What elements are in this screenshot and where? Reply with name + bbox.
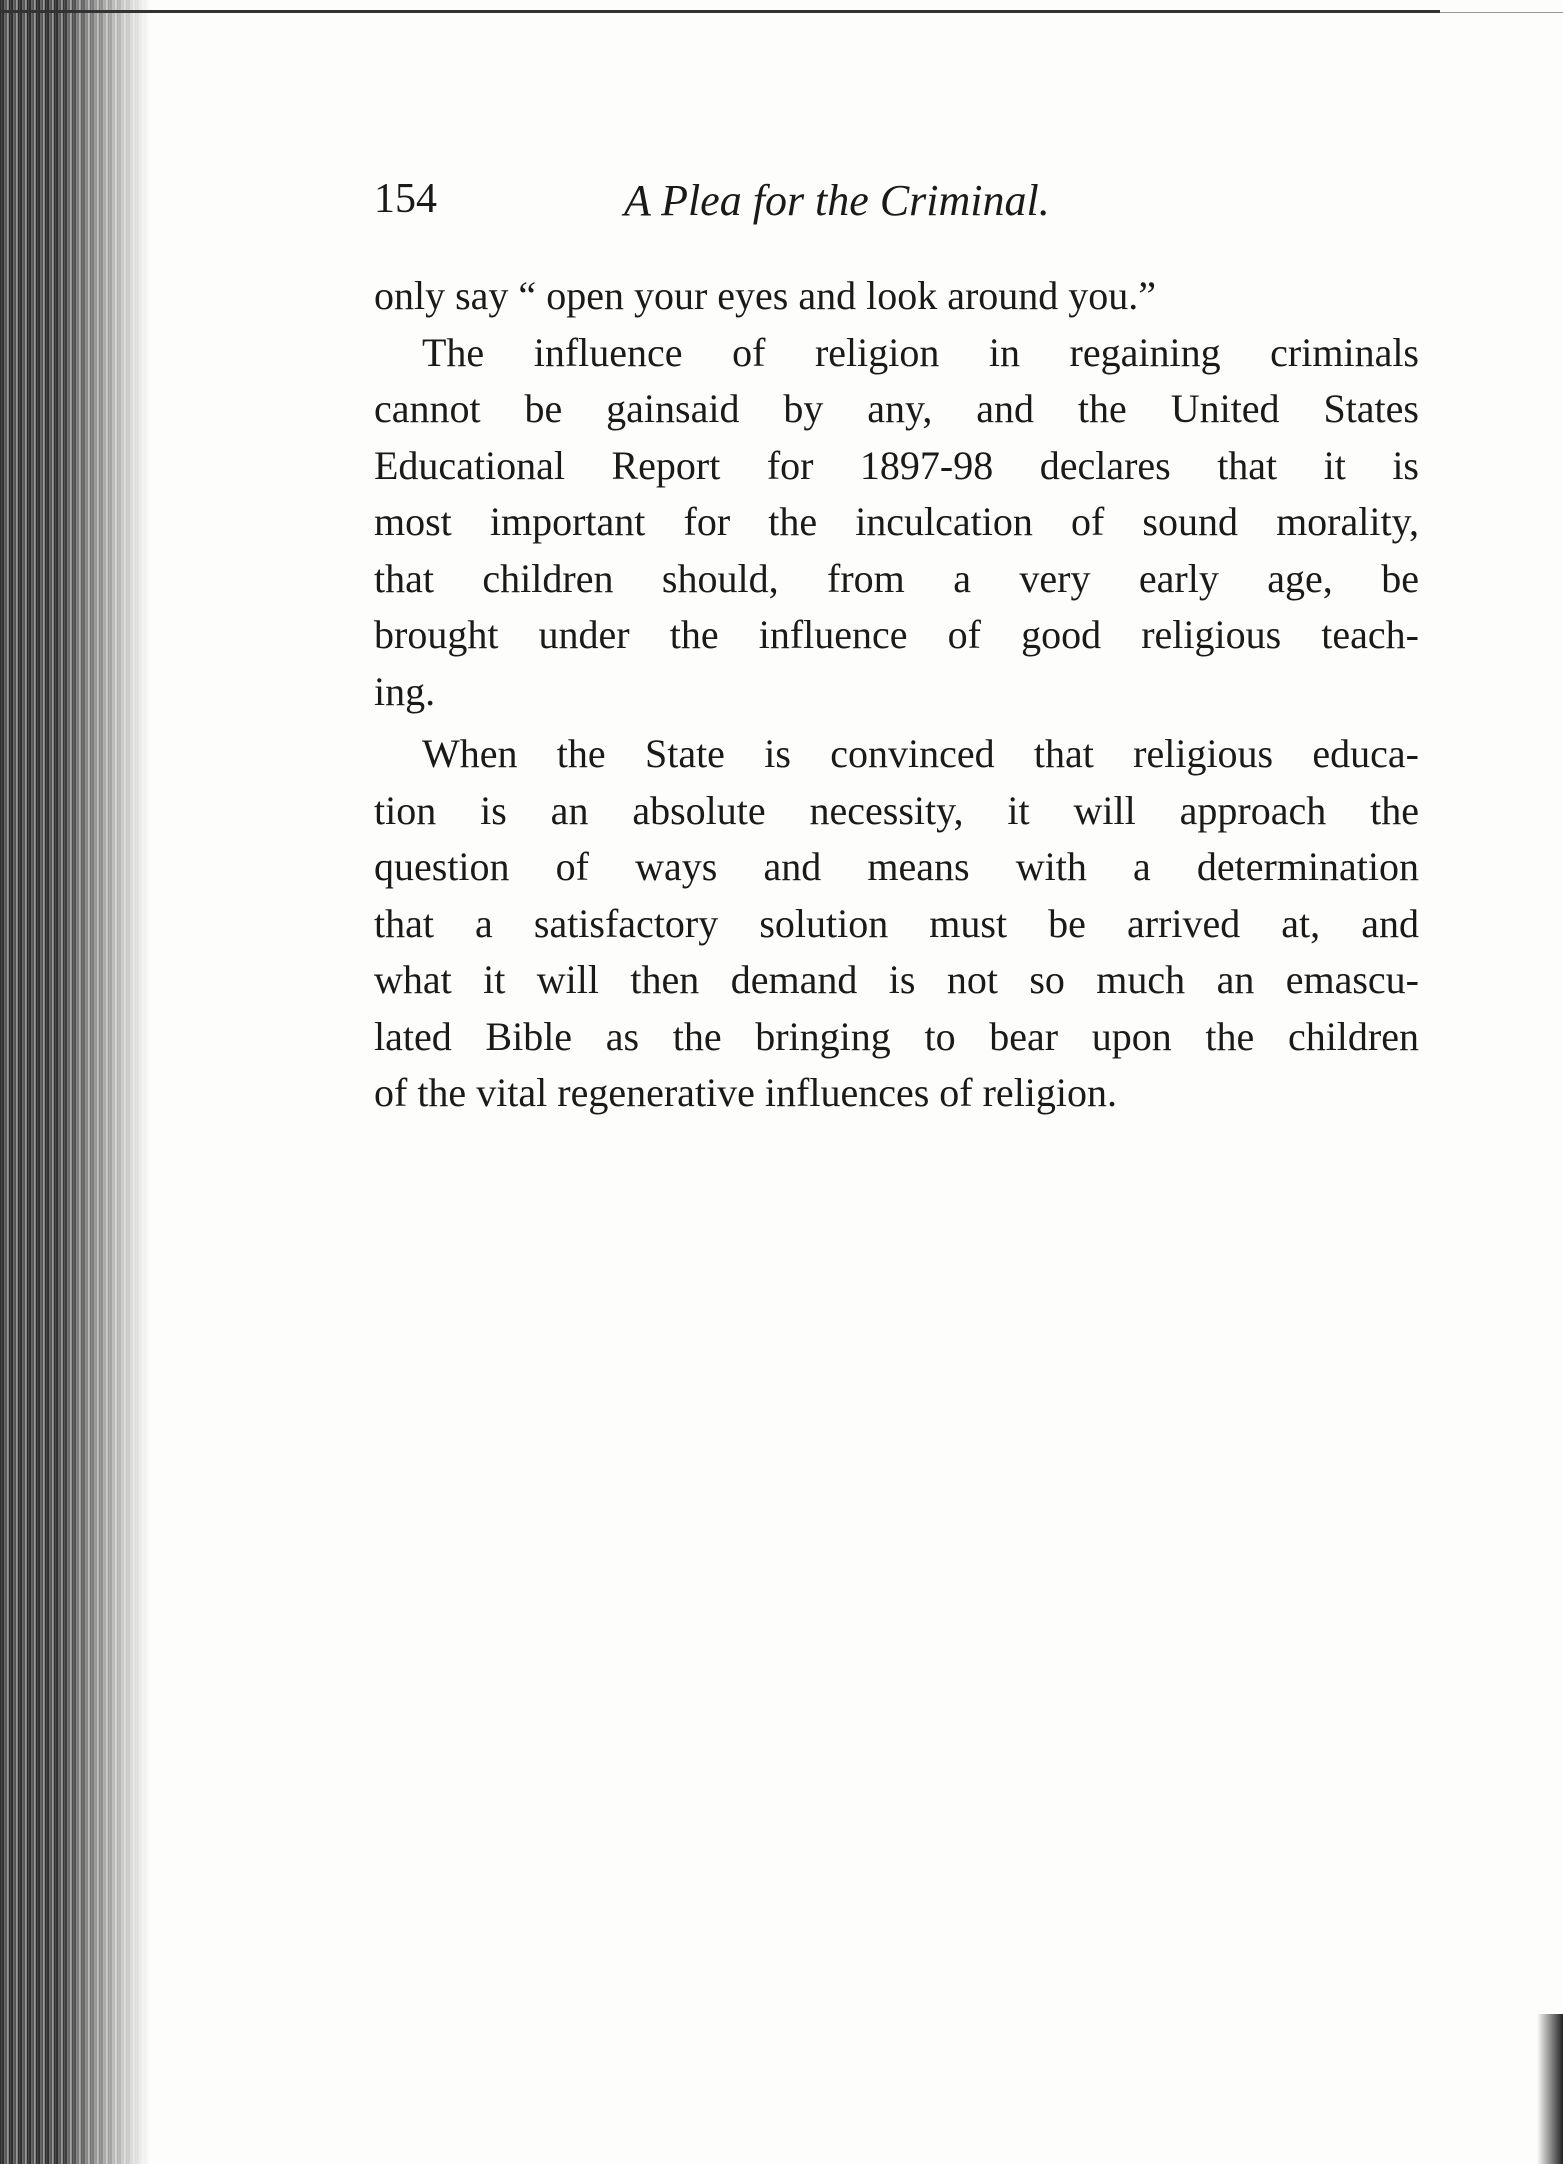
running-title: A Plea for the Criminal. — [624, 176, 1050, 225]
text-line: The influence of religion in regaining criminals — [422, 329, 1419, 375]
text-line: what it will then demand is not so much an emascu- — [374, 957, 1419, 1002]
text-line: question of ways and means with a determination — [374, 844, 1419, 889]
text-line: lated Bible as the bringing to bear upon the children — [374, 1013, 1419, 1059]
text-line: that a satisfactory solution must be arrived at, and — [374, 900, 1419, 946]
page-top-rule — [0, 10, 1440, 13]
text-line: cannot be gainsaid by any, and the United States — [374, 386, 1419, 431]
text-line: of the vital regenerative influences of religion. — [374, 1070, 1118, 1115]
text-line: that children should, from a very early age, be — [374, 555, 1419, 601]
text-line: only say “ open your eyes and look around you.” — [374, 273, 1157, 318]
text-line: tion is an absolute necessity, it will approach the — [374, 787, 1419, 833]
page-corner-shadow — [1537, 2014, 1563, 2164]
paragraph — [374, 726, 1419, 1122]
paragraph — [374, 268, 1419, 325]
book-binding-edge — [0, 0, 150, 2164]
page-number: 154 — [374, 176, 437, 222]
page-header — [374, 175, 1419, 235]
text-line: When the State is convinced that religious educa- — [422, 731, 1419, 776]
page-top-rule-faint — [1440, 12, 1563, 13]
paragraph — [374, 325, 1419, 721]
text-line: most important for the inculcation of sound morality, — [374, 499, 1419, 544]
text-line: ing. — [374, 668, 436, 714]
text-line: Educational Report for 1897-98 declares that it is — [374, 442, 1419, 488]
text-line: brought under the influence of good religious teach- — [374, 612, 1419, 657]
page-body — [374, 268, 1419, 1122]
